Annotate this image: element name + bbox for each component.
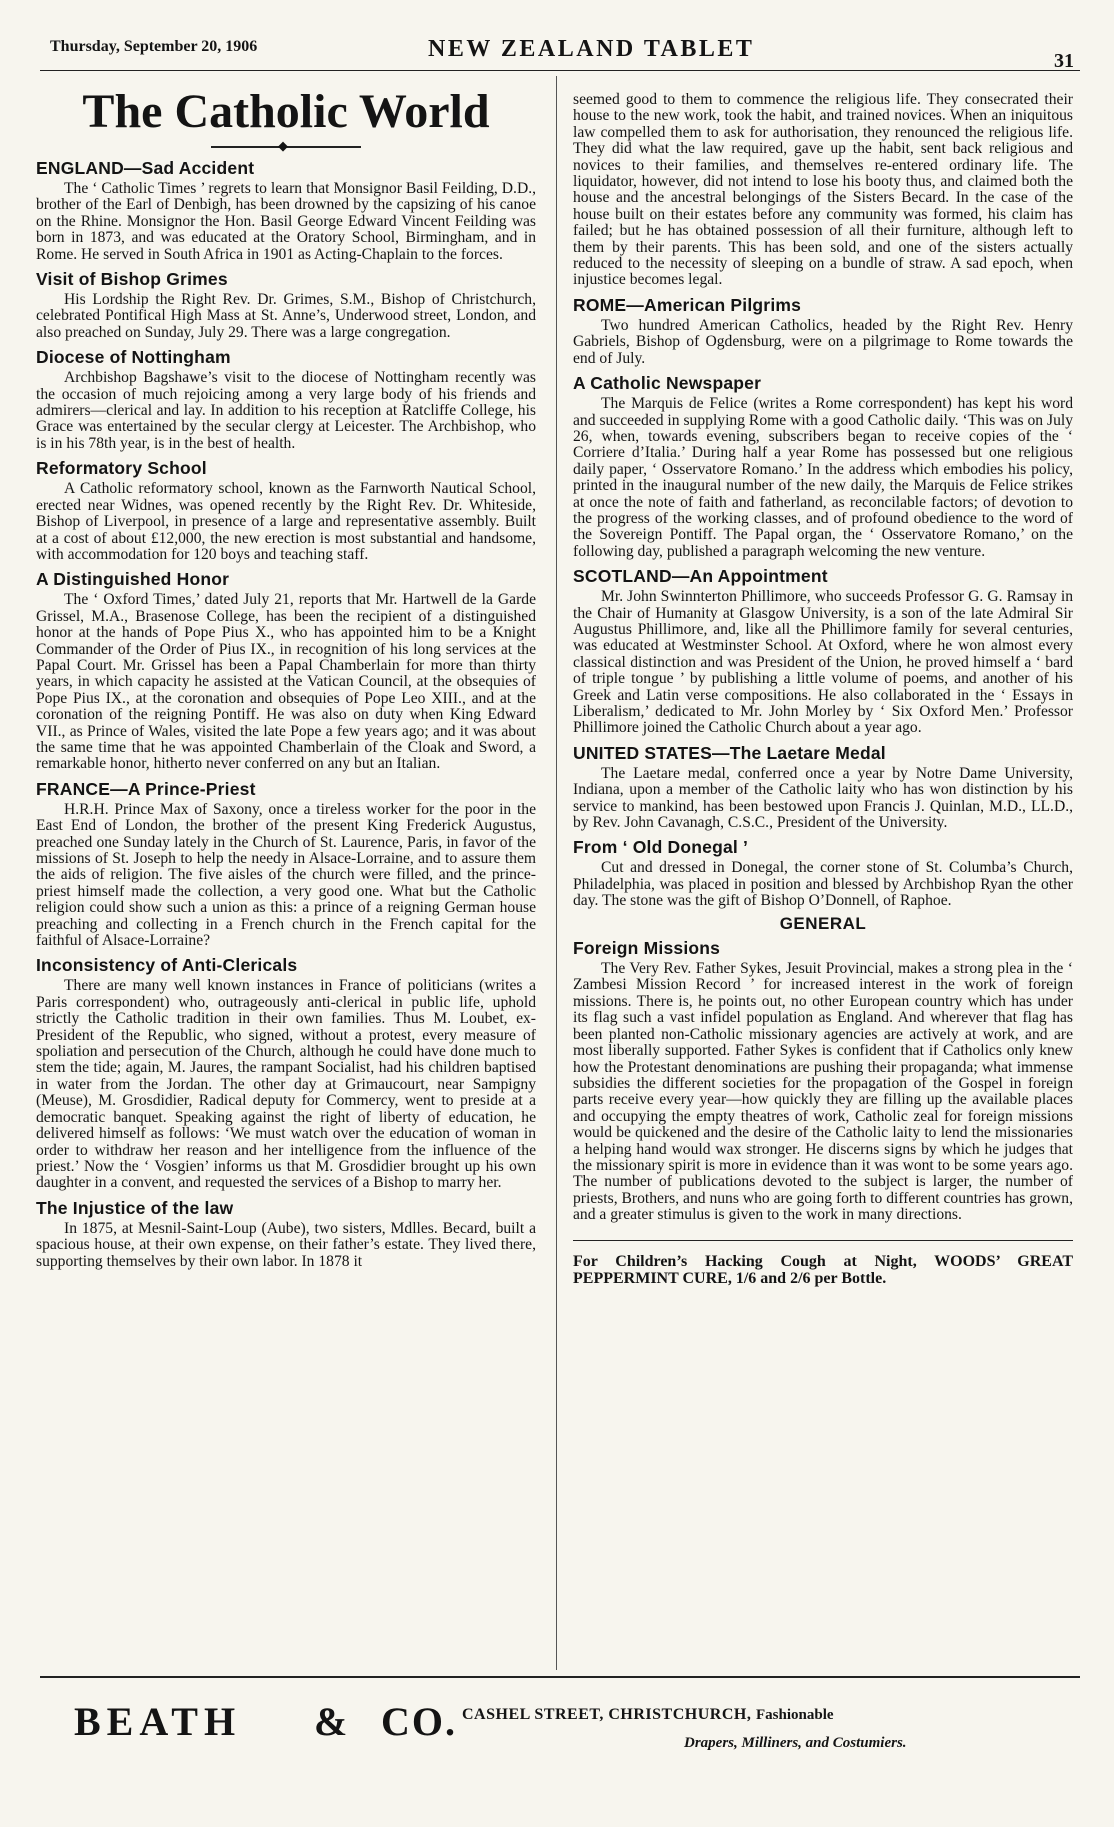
article-paragraph: There are many well known instances in France of politicians (writes a Paris correspondent) who, outrageously anti-clerical in public life, uphold strictly the Catholic tradition in their own families. Thus M. Loubet, ex-President of the Republic, who signed, without a protest, every measure of spoliation and persecution of the Church, although he could have done much to stem the tide; again, M. Jaures, the rampant Socialist, had his children baptised in water from the Jordan. The other day at Grimaucourt, near Sampigny (Meuse), M. Grosdidier, Radical deputy for Commercy, went to preside at a democratic banquet. Speaking against the right of liberty of education, he delivered himself as follows: ‘We must watch over the education of woman in order to withdraw her reason and her intelligence from the influence of the priest.’ Now the ‘ Vosgien’ informs us that M. Grosdidier brought up his own daughter in a convent, and requested the services of a Bishop to marry her. — [36, 977, 536, 1192]
article-heading: Foreign Missions — [573, 938, 721, 959]
advertisement-notice: For Children’s Hacking Cough at Night, WOODS’ GREAT PEPPERMINT CURE, 1/6 and 2/6 per Bottle. — [573, 1253, 1073, 1288]
masthead — [40, 24, 1080, 71]
article-heading: Visit of Bishop Grimes — [36, 269, 228, 290]
article-paragraph: H.R.H. Prince Max of Saxony, once a tireless worker for the poor in the East End of London, the brother of the present King Frederick Augustus, preached one Sunday lately in the Church of St. Laurence, Paris, in favor of the missions of St. Joseph to help the needy in Alsace-Lorraine, and to assure them the aids of religion. The five aisles of the church were filled, and the prince-priest himself made the collection, a very good one. What but the Catholic religion could show such a union as this: a prince of a reigning German house preaching and collecting in a French church in the French capital for the faithful of Alsace-Lorraine? — [36, 800, 536, 950]
article-heading: SCOTLAND—An Appointment — [573, 566, 828, 587]
footer-advertisement — [74, 1700, 1084, 1790]
article-paragraph: Cut and dressed in Donegal, the corner stone of St. Columba’s Church, Philadelphia, was placed in position and blessed by Archbishop Ryan the other day. The stone was the gift of Bishop O’Donnell, of Raphoe. — [573, 859, 1073, 910]
article-paragraph: Two hundred American Catholics, headed by the Right Rev. Henry Gabriels, Bishop of Ogdensburg, were on a pilgrimage to Rome towards the end of July. — [573, 316, 1073, 367]
publication-title: NEW ZEALAND TABLET — [428, 36, 755, 62]
article-paragraph: The Laetare medal, conferred once a year by Notre Dame University, Indiana, upon a member of the Catholic laity who has won distinction by his service to mankind, has been bestowed upon Francis J. Quinlan, M.D., LL.D., by Rev. John Cavanagh, C.S.C., President of the University. — [573, 764, 1073, 832]
advertiser-name: BEATH — [74, 1699, 242, 1744]
article-paragraph: His Lordship the Right Rev. Dr. Grimes, S.M., Bishop of Christchurch, celebrated Pontifical High Mass at St. Anne’s, Underwood street, London, and also preached on Sunday, July 29. There was a large congregation. — [36, 291, 536, 341]
general-heading: GENERAL — [779, 913, 867, 933]
article-heading: The Injustice of the law — [36, 1197, 234, 1218]
footer-rule — [40, 1676, 1080, 1678]
article-heading: ENGLAND—Sad Accident — [36, 158, 255, 178]
article-paragraph: The ‘ Catholic Times ’ regrets to learn that Monsignor Basil Feilding, D.D., brother of the Earl of Denbigh, has been drowned by the capsizing of his canoe on the Rhine. Monsignor the Hon. Basil George Edward Vincent Feilding was born in 1873, and was educated at the Oratory School, Birmingham, and in Rome. He served in South Africa in 1901 as Acting-Chaplain to the forces. — [36, 180, 536, 263]
article-heading: Reformatory School — [36, 458, 207, 479]
column-divider — [556, 76, 557, 1670]
article-paragraph: Mr. John Swinnterton Phillimore, who succeeds Professor G. G. Ramsay in the Chair of Humanity at Glasgow University, is a son of the late Admiral Sir Augustus Phillimore, and, like all the Phillimore family for several centuries, was educated at Westminster School. At Oxford, where he won almost every classical distinction and was President of the Union, he proved himself a ‘ bard of triple tongue ’ by publishing a little volume of poems, and another of his Greek and Latin verse compositions. He also collaborated in the ‘ Essays in Liberalism,’ dedicated to Mr. John Morley by ‘ Six Oxford Men.’ Professor Phillimore joined the Catholic Church about a year ago. — [573, 588, 1073, 737]
notice-rule — [573, 1240, 1073, 1242]
article-heading: FRANCE—A Prince-Priest — [36, 778, 256, 799]
advertiser-company: CO. — [381, 1699, 457, 1744]
page-number: 31 — [1054, 50, 1074, 72]
issue-date: Thursday, September 20, 1906 — [50, 38, 258, 55]
advertiser-trades: Drapers, Milliners, and Costumiers. — [684, 1735, 907, 1751]
section-title: The Catholic World — [82, 85, 490, 138]
ornamental-rule — [211, 146, 361, 148]
article-paragraph: In 1875, at Mesnil-Saint-Loup (Aube), two sisters, Mdlles. Becard, built a spacious house, at their own expense, on their father’s estate. They lived there, supporting themselves by their own labor. In 1878 it — [36, 1219, 536, 1270]
article-paragraph: The ‘ Oxford Times,’ dated July 21, reports that Mr. Hartwell de la Garde Grissel, M.A., Brasenose College, has been the recipient of a distinguished honor at the hands of Pope Pius X., who has appointed him to be a Knight Commander of the Order of Pius IX., in recognition of his long services at the Papal Court. Mr. Grissel has been a Papal Chamberlain for more than thirty years, in which capacity he assisted at the Vatican Council, at the obsequies of Pope Pius IX., at the coronation and obsequies of Pope Leo XIII., and at the coronation of the reigning Pontiff. He was also on duty when King Edward VII., as Prince of Wales, visited the late Pope a few years ago; and it was about the same time that he was appointed Chamberlain of the Cloak and Sword, a remarkable honor, hitherto never conferred on any but an Italian. — [36, 591, 536, 773]
right-column — [573, 92, 1073, 1287]
article-paragraph: The Marquis de Felice (writes a Rome correspondent) has kept his word and succeeded in supplying Rome with a good Catholic daily. ‘This was on July 26, when, towards evening, subscribers began to receive copies of the ‘ Corriere d’Italia.’ During half a year Rome has possessed but one religious daily paper, ‘ Osservatore Romano.’ In the address which embodies his policy, printed in the inaugural number of the new daily, the Marquis de Felice strikes at once the note of faith and fatherland, as reconcilable factors; of devotion to the progress of the working classes, and of profound obedience to the word of the Sovereign Pontiff. The Papal organ, the ‘ Osservatore Romano,’ on the following day, published a paragraph welcoming the new venture. — [573, 395, 1073, 560]
continued-paragraph: seemed good to them to commence the religious life. They consecrated their house to the new work, took the habit, and trained novices. When an iniquitous law compelled them to ask for authorisation, they renounced the religious life. They did what the law required, gave up the habit, sent back religious and novices to their families, and themselves re-entered ordinary life. The liquidator, however, did not intend to lose his booty thus, and claimed both the house and the ancestral belongings of the Sisters Becard. In the case of the house built on their estates before any community was formed, his claim has failed; but he has obtained possession of all their furniture, although left to them by their parents. This has been sold, and one of the sisters actually reduced to the necessity of sleeping on a bundle of straw. A sad epoch, when injustice becomes legal. — [573, 91, 1073, 289]
advertiser-tagline: Fashionable — [756, 1707, 834, 1723]
article-heading: Diocese of Nottingham — [36, 347, 231, 368]
article-heading: A Distinguished Honor — [36, 569, 230, 590]
article-paragraph: The Very Rev. Father Sykes, Jesuit Provincial, makes a strong plea in the ‘ Zambesi Mission Record ’ for increased interest in the work of foreign missions. There is, he points out, no other European country which has under its flag such a vast infidel population as England. And wherever that flag has been planted non-Catholic missionary agencies are actively at work, and are most liberally supported. Father Sykes is confident that if Catholics only knew how the Protestant denominations are pushing their propaganda; what immense subsidies the different societies for the propagation of the Gospel in foreign parts receive every year—how quickly they are filling up the available places and occupying the empty theatres of work, Catholic zeal for foreign missions would be quickened and the desire of the Catholic laity to lend the missionaries a helping hand would wax stronger. He discerns signs by which he judges that the missionary spirit is more in evidence than it was wont to be some years ago. The number of publications devoted to the subject is larger, the number of priests, Brothers, and nuns who are going forth to different countries has grown, and a greater stimulus is given to the work in many directions. — [573, 960, 1073, 1224]
article-heading: ROME—American Pilgrims — [573, 294, 802, 315]
advertiser-address: CASHEL STREET, CHRISTCHURCH, — [462, 1706, 752, 1723]
advertiser-ampersand: & — [314, 1699, 348, 1744]
left-column — [36, 80, 536, 1270]
article-paragraph: A Catholic reformatory school, known as the Farnworth Nautical School, erected near Widnes, was opened recently by the Right Rev. Dr. Whiteside, Bishop of Liverpool, in presence of a large and representative assembly. Built at a cost of about £12,000, the new erection is most substantial and handsome, with accommodation for 120 boys and teaching staff. — [36, 480, 536, 563]
article-paragraph: Archbishop Bagshawe’s visit to the diocese of Nottingham recently was the occasion of much rejoicing among a very large body of his friends and admirers—clerical and lay. In addition to his reception at Ratcliffe College, his Grace was entertained by the secular clergy at Leicester. The Archbishop, who is in his 78th year, is in the best of health. — [36, 369, 536, 452]
article-heading: From ‘ Old Donegal ’ — [573, 837, 749, 858]
article-heading: UNITED STATES—The Laetare Medal — [573, 742, 886, 763]
article-heading: Inconsistency of Anti-Clericals — [36, 955, 298, 976]
article-heading: A Catholic Newspaper — [573, 373, 762, 394]
